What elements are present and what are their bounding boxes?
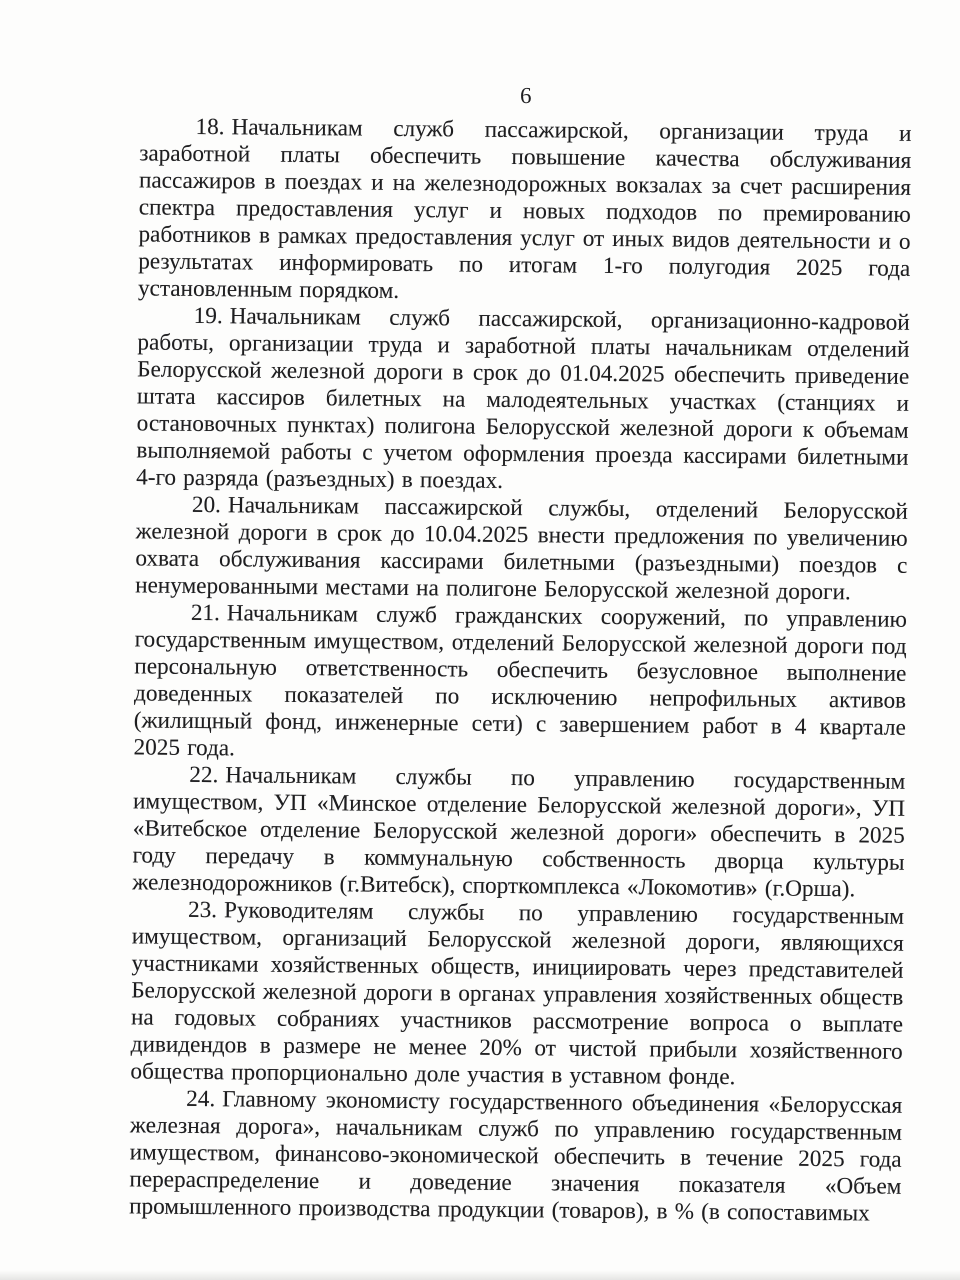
- paragraph-number: 22.: [189, 761, 219, 789]
- paragraph-number: 21.: [190, 599, 221, 627]
- document-paragraph-20: [135, 491, 908, 606]
- paragraph-number: 18.: [195, 113, 225, 141]
- paragraph-text: Начальникам служб пассажирской, организации труда и заработной платы обеспечить повышение качества обслуживания пассажиров в поездах и на железнодорожных вокзалах за счет расширения спектра предоставления услуг и новых подходов по премированию работников в рамках предоставления услуг от иных видов деятельности и о результатах информировать по итогам 1-го полугодия 2025 года установленным порядком.: [137, 114, 912, 304]
- paragraph-text: Руководителям службы по управлению государственным имуществом, организаций Белорусской железной дороги, являющихся участниками хозяйственных обществ, инициировать через представителей Белорусской железной дороги в органах управления хозяйственных обществ на годовых собраниях участников рассмотрение вопроса о выплате дивидендов в размере не менее 20% от чистой прибыли хозяйственного общества пропорционально доле участия в уставном фонде.: [130, 897, 905, 1091]
- paragraph-text: Начальникам служб гражданских сооружений, по управлению государственным имуществом, отделений Белорусской железной дороги под персональную ответственность обеспечить безусловное выполнение доведенных показателей по исключению непрофильных активов (жилищный фонд, инженерные сети) с завершением работ в 4 квартале 2025 года.: [133, 600, 907, 762]
- paragraph-number: 23.: [187, 896, 218, 924]
- paragraph-number: 20.: [191, 491, 222, 519]
- document-paragraph-22: [132, 761, 905, 903]
- scan-bottom-edge: [0, 1270, 960, 1280]
- document-paragraph-24: [129, 1085, 902, 1227]
- page-content: [129, 79, 912, 1227]
- document-paragraph-21: [133, 599, 907, 768]
- paragraph-text: Начальникам служб пассажирской, организационно-кадровой работы, организации труда и заработной платы начальникам отделений Белорусской железной дороги в срок до 01.04.2025 обеспечить приведение штата кассиров билетных на малодеятельных участках (станциях и остановочных пунктах) полигона Белорусской железной дороги к объемам выполняемой работы с учетом оформления проезда кассирами билетными 4-го разряда (разъездных) в поездах.: [136, 303, 910, 494]
- paragraph-text: Главному экономисту государственного объединения «Белорусская железная дорога», начальникам служб по управлению государственным имуществом, финансово-экономической обеспечить в течение 2025 года перераспределение и доведение значения показателя «Объем промышленного производства продукции (товаров), в % (в сопоставимых: [129, 1086, 903, 1227]
- document-paragraph-23: [130, 896, 904, 1092]
- paragraph-text: Начальникам пассажирской службы, отделений Белорусской железной дороги в срок до 10.04.2025 внести предложения по увеличению охвата обслуживания кассирами билетными (разъездными) поездов с ненумерованными местами на полигоне Белорусской железной дороги.: [135, 492, 909, 606]
- paragraph-text: Начальникам службы по управлению государственным имуществом, УП «Минское отделение Белорусской железной дороги», УП «Витебское отделение Белорусской железной дороги» обеспечить в 2025 году передачу в коммунальную собственность дворца культуры железнодорожников (г.Витебск), спорткомплекса «Локомотив» (г.Орша).: [132, 762, 906, 903]
- paragraph-number: 24.: [186, 1085, 216, 1113]
- document-paragraph-18: [138, 113, 912, 309]
- paragraph-number: 19.: [193, 302, 223, 330]
- document-paragraph-19: [136, 302, 910, 498]
- page-number: 6: [520, 83, 532, 109]
